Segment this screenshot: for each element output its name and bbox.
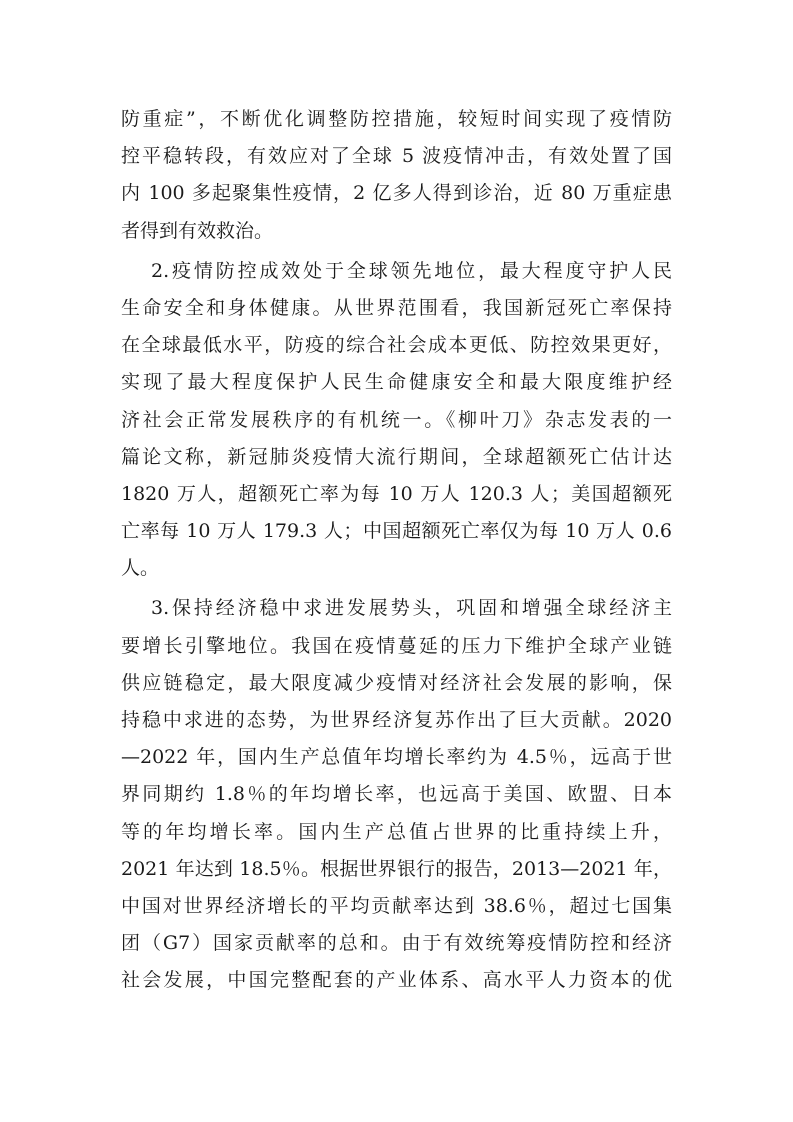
text-line: 1820 万人，超额死亡率为每 10 万人 120.3 人；美国超额死 [121,482,672,505]
text-line: 人。 [121,557,160,580]
text-line: 内 100 多起聚集性疫情，2 亿多人得到诊治，近 80 万重症患 [121,182,672,205]
text-line: 2021 年达到 18.5％。根据世界银行的报告，2013—2021 年， [121,857,672,880]
text-line: 等的年均增长率。国内生产总值占世界的比重持续上升， [121,820,672,843]
text-line: —2022 年，国内生产总值年均增长率约为 4.5％，远高于世 [121,746,672,769]
text-line: 2.疫情防控成效处于全球领先地位，最大程度守护人民 [151,259,672,282]
text-line: 济社会正常发展秩序的有机统一。《柳叶刀》杂志发表的一 [121,408,672,431]
text-line: 实现了最大程度保护人民生命健康安全和最大限度维护经 [121,371,672,394]
text-line: 者得到有效救治。 [121,219,274,242]
text-line: 界同期约 1.8％的年均增长率，也远高于美国、欧盟、日本 [121,783,672,806]
text-line: 持稳中求进的态势，为世界经济复苏作出了巨大贡献。2020 [121,709,672,731]
text-line: 亡率每 10 万人 179.3 人；中国超额死亡率仅为每 10 万人 0.6 [121,520,672,543]
text-line: 3.保持经济稳中求进发展势头，巩固和增强全球经济主 [151,597,672,620]
text-line: 团（G7）国家贡献率的总和。由于有效统筹疫情防控和经济 [121,932,672,955]
text-line: 中国对世界经济增长的平均贡献率达到 38.6％，超过七国集 [121,894,672,917]
text-line: 社会发展，中国完整配套的产业体系、高水平人力资本的优 [121,969,672,992]
text-line: 篇论文称，新冠肺炎疫情大流行期间，全球超额死亡估计达 [121,445,672,468]
text-line: 在全球最低水平，防疫的综合社会成本更低、防控效果更好， [121,334,672,357]
text-line: 控平稳转段，有效应对了全球 5 波疫情冲击，有效处置了国 [121,145,672,168]
text-line: 生命安全和身体健康。从世界范围看，我国新冠死亡率保持 [121,296,672,319]
text-line: 供应链稳定，最大限度减少疫情对经济社会发展的影响，保 [121,671,672,694]
paragraph [121,101,672,250]
paragraph [121,590,672,999]
text-line: 要增长引擎地位。我国在疫情蔓延的压力下维护全球产业链 [121,634,672,657]
text-line: 防重症”，不断优化调整防控措施，较短时间实现了疫情防 [121,108,672,130]
document-page [121,101,672,1000]
paragraph [121,253,672,588]
